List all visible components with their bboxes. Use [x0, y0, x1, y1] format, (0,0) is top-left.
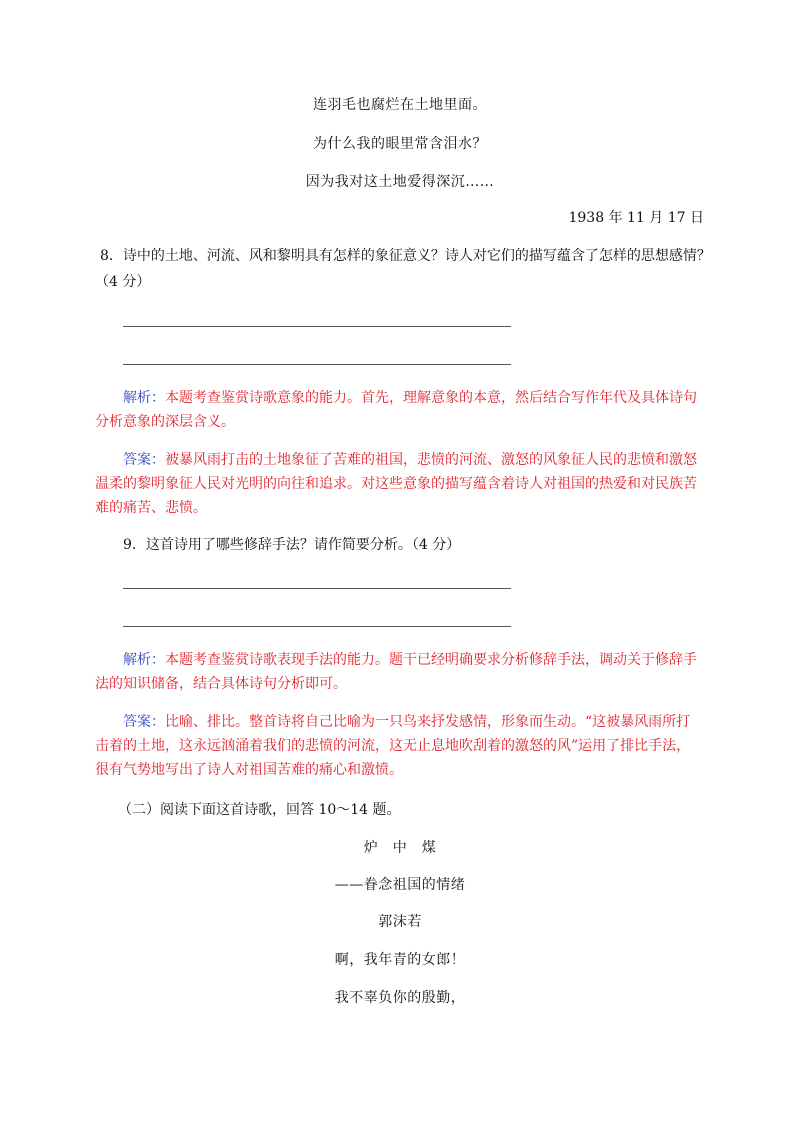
analysis-text: 本题考查鉴赏诗歌表现手法的能力。题干已经明确要求分析修辞手法，调动关于修辞手 — [165, 652, 697, 668]
poem-line: 因为我对这土地爱得深沉…… — [305, 174, 495, 190]
section-intro: （二）阅读下面这首诗歌，回答 10～14 题。 — [118, 802, 401, 818]
answer-label: 答案： — [123, 452, 165, 468]
answer-blank-line[interactable] — [123, 588, 511, 589]
answer-label: 答案： — [123, 714, 165, 730]
answer-text: 击着的土地，这永远汹涌着我们的悲愤的河流，这无止息地吹刮着的激怒的风”运用了排比手法， — [95, 738, 691, 754]
poem-line: 啊，我年青的女郎！ — [334, 952, 466, 968]
analysis-text: 本题考查鉴赏诗歌意象的能力。首先，理解意象的本意，然后结合写作年代及具体诗句 — [165, 390, 697, 406]
poem-line: 为什么我的眼里常含泪水？ — [313, 136, 487, 152]
question-9-text: 9．这首诗用了哪些修辞手法？请作简要分析。（4 分） — [123, 537, 461, 553]
analysis-text: 分析意象的深层含义。 — [95, 414, 235, 430]
answer-blank-line[interactable] — [123, 326, 511, 327]
question-8-points: （4 分） — [95, 274, 151, 290]
poem-line: 我不辜负你的殷勤， — [334, 990, 466, 1006]
answer-text: 比喻、排比。整首诗将自己比喻为一只鸟来抒发感情，形象而生动。“这被暴风雨所打 — [165, 714, 691, 730]
answer-text: 温柔的黎明象征人民对光明的向往和追求。对这些意象的描写蕴含着诗人对祖国的热爱和对民族苦 — [95, 476, 697, 492]
q8-analysis — [95, 386, 715, 434]
answer-text: 很有气势地写出了诗人对祖国苦难的痛心和激愤。 — [95, 762, 403, 778]
poem-line: 连羽毛也腐烂在土地里面。 — [313, 97, 487, 113]
analysis-label: 解析： — [123, 652, 165, 668]
question-8-text: 8．诗中的土地、河流、风和黎明具有怎样的象征意义？诗人对它们的描写蕴含了怎样的思想感情？ — [100, 248, 711, 264]
analysis-label: 解析： — [123, 390, 165, 406]
poem-subtitle: ——眷念祖国的情绪 — [334, 877, 466, 893]
answer-blank-line[interactable] — [123, 364, 511, 365]
q8-answer — [95, 448, 715, 520]
answer-text: 被暴风雨打击的土地象征了苦难的祖国，悲愤的河流、激怒的风象征人民的悲愤和激怒 — [165, 452, 697, 468]
poem-title: 炉 中 煤 — [363, 840, 437, 856]
analysis-text: 法的知识储备，结合具体诗句分析即可。 — [95, 676, 347, 692]
answer-text: 难的痛苦、悲愤。 — [95, 500, 207, 516]
poem-date: 1938 年 11 月 17 日 — [568, 210, 704, 226]
poem-author: 郭沫若 — [378, 914, 422, 930]
q9-answer — [95, 710, 715, 782]
answer-blank-line[interactable] — [123, 626, 511, 627]
q9-analysis — [95, 648, 715, 696]
